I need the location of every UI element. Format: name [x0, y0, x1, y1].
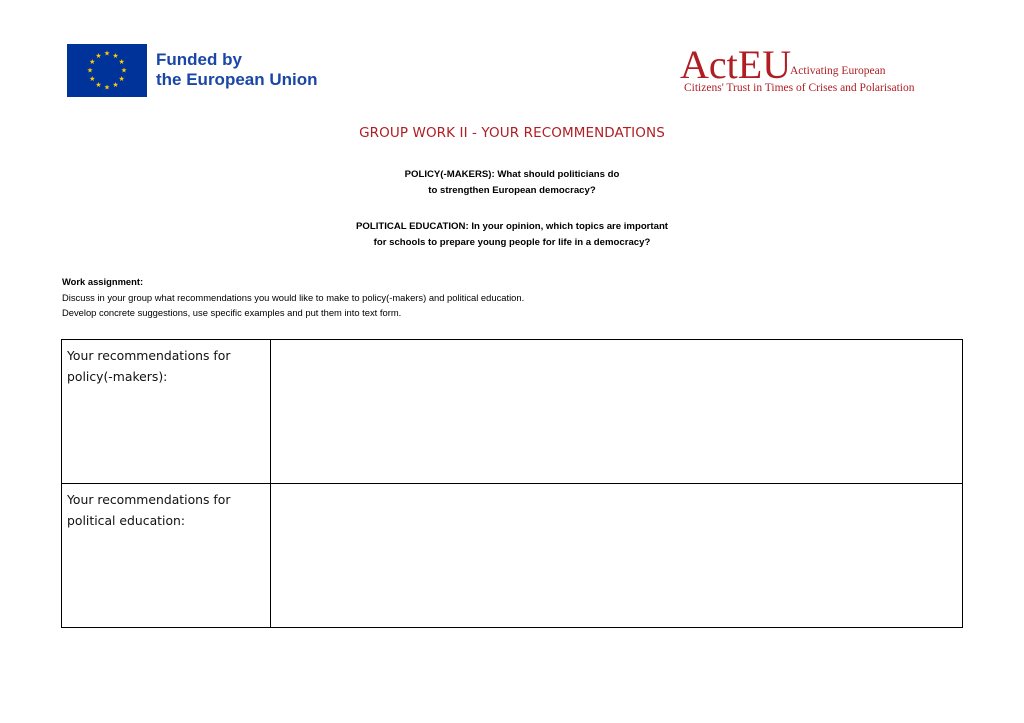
eu-funding-line1: Funded by: [156, 49, 242, 69]
row-label-cell: [62, 484, 271, 628]
svg-text:★: ★: [103, 49, 111, 58]
svg-text:★: ★: [103, 83, 111, 92]
eu-funding-line2: the European Union: [156, 69, 318, 89]
question-political-education: [0, 219, 1024, 251]
svg-text:★: ★: [112, 81, 119, 90]
assignment-line1: Discuss in your group what recommendations you would like to make to policy(-makers) and political education.: [62, 291, 525, 303]
svg-text:★: ★: [86, 66, 94, 75]
row-label-line1: Your recommendations for: [67, 492, 231, 507]
svg-text:★: ★: [89, 58, 96, 66]
acteu-tagline-line1: Activating European: [790, 65, 886, 77]
row-label-line2: political education:: [67, 513, 186, 528]
question-lead: POLITICAL EDUCATION: [356, 221, 466, 232]
assignment-line2: Develop concrete suggestions, use specific examples and put them into text form.: [62, 307, 402, 318]
recommendations-table: [61, 339, 963, 628]
acteu-logo-graphic: [678, 38, 968, 98]
assignment-heading-row: [62, 274, 962, 290]
acteu-brand-text: ActEU: [680, 42, 792, 87]
work-assignment: [62, 274, 962, 321]
svg-text:★: ★: [89, 75, 96, 83]
row-label: [62, 340, 270, 387]
answer-cell-political-education[interactable]: [271, 484, 963, 628]
question-line1: [0, 167, 1024, 183]
svg-text:★: ★: [112, 51, 119, 60]
svg-text:★: ★: [95, 51, 102, 60]
svg-text:★: ★: [120, 66, 128, 75]
svg-text:★: ★: [118, 75, 125, 83]
row-label-cell: [62, 340, 271, 484]
question-line2: for schools to prepare young people for life in a democracy?: [373, 237, 651, 248]
eu-funding-text: [156, 50, 318, 90]
acteu-tagline-line2: Citizens' Trust in Times of Crises and Polarisation: [684, 82, 915, 94]
row-label: [62, 484, 270, 531]
svg-text:★: ★: [95, 81, 102, 90]
question-line1: [0, 219, 1024, 235]
table-row-policy-makers: [62, 340, 963, 484]
assignment-heading-colon: :: [139, 276, 144, 287]
acteu-logo: [678, 38, 968, 98]
question-policy-makers: [0, 167, 1024, 199]
question-lead: POLICY(-MAKERS): [404, 169, 492, 180]
row-label-line2: policy(-makers):: [67, 369, 168, 384]
row-label-line1: Your recommendations for: [67, 348, 231, 363]
question-line2: to strengthen European democracy?: [428, 185, 596, 196]
question-line1-rest: : In your opinion, which topics are important: [465, 221, 668, 232]
question-line1-rest: : What should politicians do: [491, 169, 620, 180]
page-title: GROUP WORK II - YOUR RECOMMENDATIONS: [359, 125, 665, 141]
eu-flag-icon: [67, 44, 147, 97]
assignment-heading: Work assignment: [62, 276, 140, 287]
answer-cell-policy-makers[interactable]: [271, 340, 963, 484]
table-row-political-education: [62, 484, 963, 628]
eu-funding-logo: [67, 44, 318, 97]
svg-text:★: ★: [118, 58, 125, 66]
